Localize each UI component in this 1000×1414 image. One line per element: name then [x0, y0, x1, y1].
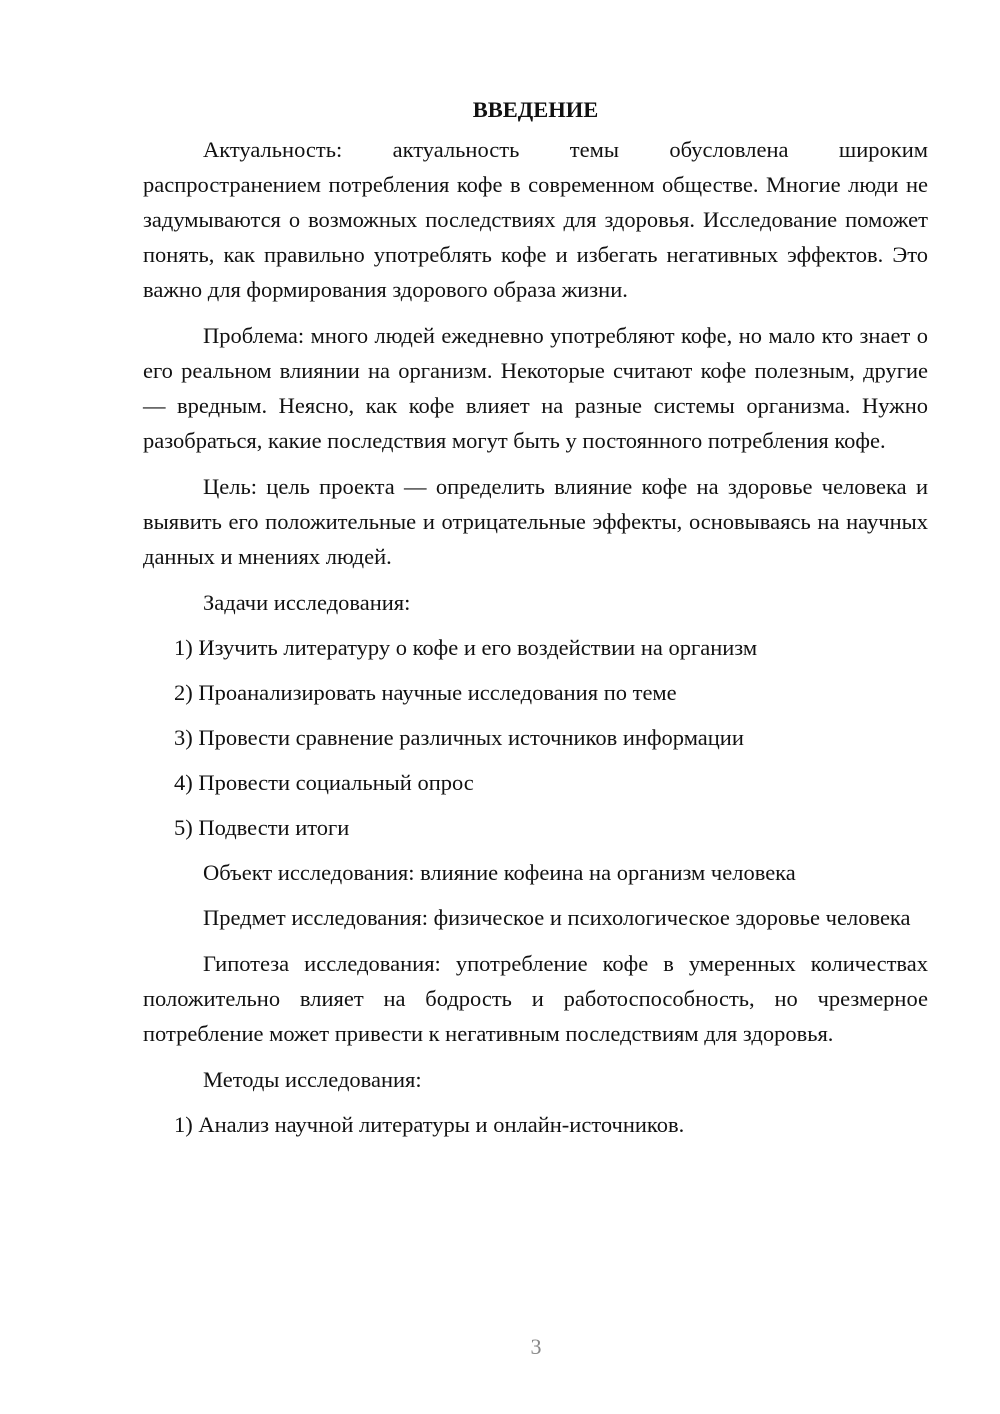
- task-item: 5) Подвести итоги: [174, 815, 350, 840]
- object-line: Объект исследования: влияние кофеина на организм человека: [203, 860, 796, 885]
- paragraph-hypothesis: Гипотеза исследования: употребление кофе в умеренных количествах положительно влияет на бодрость и работоспособность, но чрезмерное потребление может привести к негативным последствиям для здоровья.: [143, 951, 928, 1046]
- page-content: [143, 92, 928, 1152]
- page-number: 3: [530, 1334, 542, 1359]
- paragraph-problem: Проблема: много людей ежедневно употребляют кофе, но мало кто знает о его реальном влиянии на организм. Некоторые считают кофе полезным, другие — вредным. Неясно, как кофе влияет на разные системы организма. Нужно разобраться, какие последствия могут быть у постоянного потребления кофе.: [143, 323, 928, 453]
- task-item: 3) Провести сравнение различных источников информации: [174, 725, 744, 750]
- tasks-heading: Задачи исследования:: [203, 590, 411, 615]
- method-item: 1) Анализ научной литературы и онлайн-источников.: [174, 1112, 685, 1137]
- task-item: 2) Проанализировать научные исследования по теме: [174, 680, 677, 705]
- paragraph-subject: Предмет исследования: физическое и психологическое здоровье человека: [203, 905, 911, 930]
- paragraph-goal: Цель: цель проекта — определить влияние кофе на здоровье человека и выявить его положительные и отрицательные эффекты, основываясь на научных данных и мнениях людей.: [143, 474, 928, 569]
- task-item: 4) Провести социальный опрос: [174, 770, 474, 795]
- section-title: ВВЕДЕНИЕ: [472, 97, 599, 122]
- task-item: 1) Изучить литературу о кофе и его воздействии на организм: [174, 635, 758, 660]
- paragraph-relevance: Актуальность: актуальность темы обусловлена широким распространением потребления кофе в современном обществе. Многие люди не задумываются о возможных последствиях для здоровья. Исследование поможет понять, как правильно употреблять кофе и избегать негативных эффектов. Это важно для формирования здорового образа жизни.: [143, 137, 928, 302]
- methods-heading: Методы исследования:: [203, 1067, 422, 1092]
